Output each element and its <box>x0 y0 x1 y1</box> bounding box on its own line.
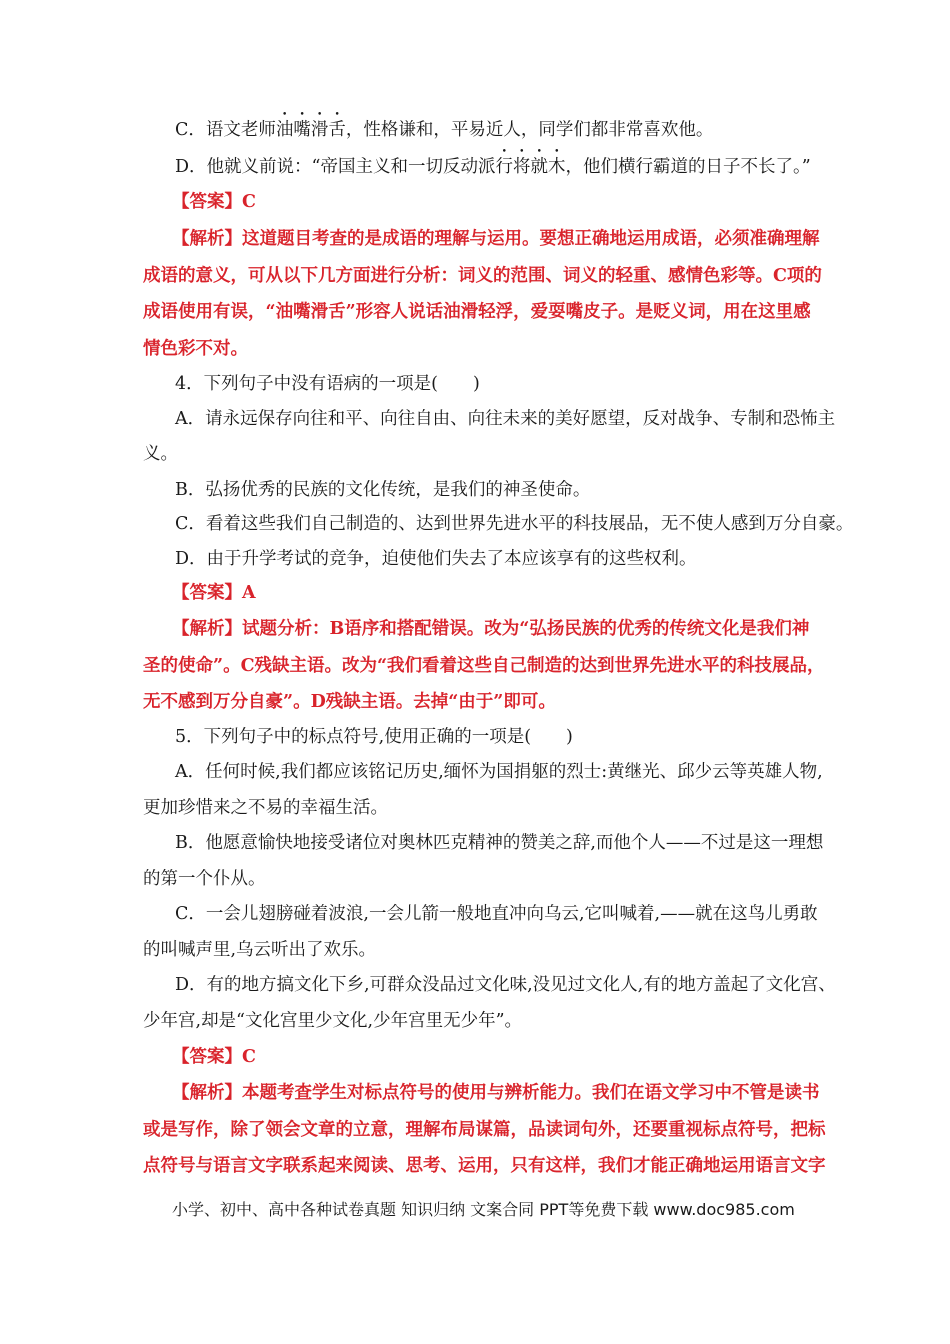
q4-option-d: D．由于升学考试的竞争，迫使他们失去了本应该享有的这些权利。 <box>175 549 697 569</box>
emphasis-char: 就 <box>530 157 548 177</box>
q3-option-c: C．语文老师油嘴滑舌，性格谦和，平易近人，同学们都非常喜欢他。 <box>175 120 714 140</box>
q3-answer: 【答案】C <box>172 192 256 212</box>
q5-option-b-cont: 的第一个仆从。 <box>143 869 266 889</box>
q5-option-b: B．他愿意愉快地接受诸位对奥林匹克精神的赞美之辞,而他个人——不过是这一理想 <box>175 833 824 853</box>
q5-option-c: C．一会儿翅膀碰着波浪,一会儿箭一般地直冲向乌云,它叫喊着,——就在这鸟儿勇敢 <box>175 904 818 924</box>
q4-option-c: C．看着这些我们自己制造的、达到世界先进水平的科技展品，无不使人感到万分自豪。 <box>175 514 854 534</box>
emphasis-char: 滑 <box>310 120 329 140</box>
q3-analysis-line: 成语的意义，可从以下几方面进行分析：词义的范围、词义的轻重、感情色彩等。C项的 <box>143 266 822 286</box>
q4-option-a: A．请永远保存向往和平、向往自由、向往未来的美好愿望，反对战争、专制和恐怖主 <box>175 409 836 429</box>
emphasis-char: 将 <box>512 157 531 177</box>
q5-analysis-line: 【解析】本题考查学生对标点符号的使用与辨析能力。我们在语文学习中不管是读书 <box>172 1083 820 1103</box>
q5-analysis-line: 或是写作，除了领会文章的立意，理解布局谋篇，品读词句外，还要重视标点符号，把标 <box>143 1120 826 1140</box>
q5-answer: 【答案】C <box>172 1047 256 1067</box>
q5-stem: 5．下列句子中的标点符号,使用正确的一项是( ) <box>175 727 573 747</box>
q4-stem: 4．下列句子中没有语病的一项是( ) <box>175 374 480 394</box>
q5-option-d: D．有的地方搞文化下乡,可群众没品过文化味,没见过文化人,有的地方盖起了文化宫、 <box>175 975 836 995</box>
q4-answer: 【答案】A <box>172 583 256 603</box>
q4-option-b: B．弘扬优秀的民族的文化传统，是我们的神圣使命。 <box>175 480 591 500</box>
q4-analysis-line: 无不感到万分自豪”。D残缺主语。去掉“由于”即可。 <box>143 692 556 712</box>
q4-option-a-cont: 义。 <box>143 444 178 464</box>
q5-option-a: A．任何时候,我们都应该铭记历史,缅怀为国捐躯的烈士:黄继光、邱少云等英雄人物, <box>175 762 823 782</box>
q3-analysis-line: 情色彩不对。 <box>143 339 248 359</box>
emphasis-char: 木 <box>547 157 566 177</box>
page-footer: 小学、初中、高中各种试卷真题 知识归纳 文案合同 PPT等免费下载 www.doc985.com <box>172 1200 795 1219</box>
q3-option-d: D．他就义前说：“帝国主义和一切反动派行将就木，他们横行霸道的日子不长了。” <box>175 157 811 177</box>
emphasis-char: 油 <box>275 120 294 140</box>
q5-analysis-line: 点符号与语言文字联系起来阅读、思考、运用，只有这样，我们才能正确地运用语言文字 <box>143 1156 826 1176</box>
q5-option-d-cont: 少年宫,却是“文化宫里少文化,少年宫里无少年”。 <box>143 1011 523 1031</box>
q3-analysis-line: 成语使用有误，“油嘴滑舌”形容人说话油滑轻浮，爱耍嘴皮子。是贬义词，用在这里感 <box>143 302 811 322</box>
q4-analysis-line: 【解析】试题分析：B语序和搭配错误。改为“弘扬民族的优秀的传统文化是我们神 <box>172 619 810 639</box>
q5-option-a-cont: 更加珍惜来之不易的幸福生活。 <box>143 798 388 818</box>
emphasis-char: 嘴 <box>293 120 311 140</box>
emphasis-char: 行 <box>495 157 513 177</box>
emphasis-char: 舌 <box>328 120 346 140</box>
q5-option-c-cont: 的叫喊声里,乌云听出了欢乐。 <box>143 940 377 960</box>
q3-analysis-line: 【解析】这道题目考查的是成语的理解与运用。要想正确地运用成语，必须准确理解 <box>172 229 820 249</box>
q4-analysis-line: 圣的使命”。C残缺主语。改为“我们看着这些自己制造的达到世界先进水平的科技展品， <box>143 656 825 676</box>
